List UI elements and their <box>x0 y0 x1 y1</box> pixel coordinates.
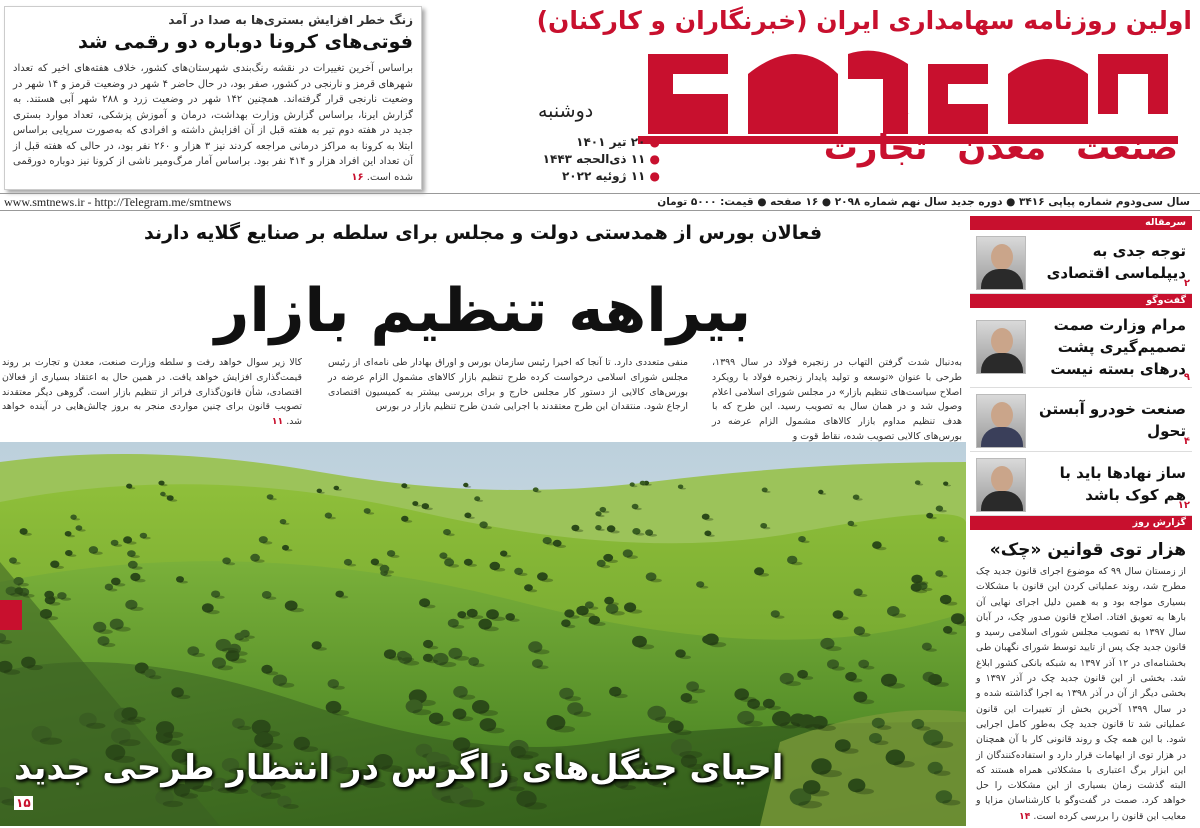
tree-shadow <box>40 738 62 745</box>
tree-shadow <box>347 564 356 567</box>
author-photo <box>976 236 1026 290</box>
sidebar-item-page: ۱۲ <box>1177 500 1190 511</box>
issue-info: سال سی‌ودوم شماره پیاپی ۳۴۱۶ ● دوره جدید سال نهم شماره ۲۰۹۸ ● ۱۶ صفحه ● قیمت: ۵۰۰۰ تومان <box>657 196 1190 208</box>
tree-shadow <box>758 573 769 577</box>
tree-shadow <box>589 607 599 610</box>
tree-shadow <box>439 662 456 667</box>
tree-shadow <box>780 722 801 729</box>
tree-shadow <box>3 669 20 674</box>
tree-shadow <box>176 695 190 699</box>
tree-shadow <box>525 802 547 809</box>
tree-shadow <box>316 647 327 651</box>
tree-shadow <box>887 683 905 689</box>
tree-shadow <box>389 656 402 660</box>
tree-shadow <box>859 699 874 704</box>
tree-shadow <box>98 629 112 634</box>
tree-shadow <box>131 555 140 558</box>
red-corner-mark <box>0 600 22 630</box>
tree-shadow <box>850 679 863 683</box>
tree-shadow <box>282 523 289 525</box>
tree-shadow <box>610 530 620 533</box>
logo-sub-mine: معدن <box>957 128 1047 168</box>
sidebar-item-institutions[interactable] <box>970 452 1192 516</box>
tree-shadow <box>680 656 692 660</box>
corona-body: براساس آخرین تغییرات در نقشه رنگ‌بندی شهرستان‌های کشور، خلاف هفته‌های اخیر که تعداد شهرهای قرمز و نارنجی در کشور، صفر بود، در حال حاضر ۴ شهر در وضعیت قرمز و ۱۴ شهر در وضعیت نارنجی قرار گرفته‌اند. همچنین ۱۴۲ شهر در وضعیت زرد و ۲۸۸ شهر آبی هستند. به گزارش ایرنا، براساس گزارش وزارت بهداشت، درمان و آموزش پزشکی، تعداد موارد بستری جدید در هفته دوم تیر به هفته قبل از آن افزایش داشته و افرادی که به‌صورت سرپایی براساس ابتلا به کرونا به مراکز درمانی مراجعه کردند نیز ۳ هزار و ۲۶۰ نفر بود، در حالی که هفته قبل از آن تعداد این افراد هزار و ۴۱۴ نفر بود. براساس آمار مرگ‌ومیر ناشی از کرونا نیز دوباره دورقمی شده است. ۱۶ <box>13 63 414 183</box>
tree-shadow <box>424 605 436 609</box>
tree-shadow <box>390 555 399 558</box>
tree-shadow <box>774 616 784 619</box>
tree-shadow <box>710 642 726 647</box>
tree-shadow <box>23 533 32 536</box>
sidebar-item-title: ساز نهادها باید با هم کوک باشد <box>1059 464 1186 504</box>
tree-shadow <box>535 491 541 493</box>
tree-shadow <box>12 562 21 565</box>
tree-shadow <box>632 485 638 487</box>
corona-kicker: زنگ خطر افزایش بستری‌ها به صدا در آمد <box>168 13 413 27</box>
tree-shadow <box>425 508 433 511</box>
tree-shadow <box>826 646 842 651</box>
tree-shadow <box>285 549 293 551</box>
tree-shadow <box>128 717 146 723</box>
tree-shadow <box>691 689 705 693</box>
tree-shadow <box>627 555 638 559</box>
person-photo <box>976 394 1026 448</box>
tree-shadow <box>798 801 822 809</box>
date-solar: ۲۰ تیر ۱۴۰۱ <box>576 135 646 149</box>
tree-shadow <box>494 568 506 572</box>
tree-shadow <box>114 544 122 547</box>
corona-title[interactable]: فوتی‌های کرونا دوباره دو رقمی شد <box>78 31 413 53</box>
tree-shadow <box>491 617 505 621</box>
tree-shadow <box>934 771 951 776</box>
tree-shadow <box>791 562 802 566</box>
tree-shadow <box>119 739 141 746</box>
tree-shadow <box>575 529 584 532</box>
section-daily-report: گزارش روز <box>970 516 1192 530</box>
tree-shadow <box>856 498 863 500</box>
tree-shadow <box>218 665 233 670</box>
tree-shadow <box>102 643 115 647</box>
person-photo <box>976 458 1026 512</box>
tree-shadow <box>170 499 178 501</box>
tree-shadow <box>876 547 887 550</box>
tree-shadow <box>841 748 858 754</box>
sidebar-item-page: ۲ <box>1183 278 1190 289</box>
tree-shadow <box>68 554 76 557</box>
tree-shadow <box>785 681 801 686</box>
tree-shadow <box>674 730 691 736</box>
tree-shadow <box>27 665 43 670</box>
tree-shadow <box>413 709 432 715</box>
sidebar-item-page: ۴ <box>1183 436 1190 447</box>
tree-shadow <box>18 592 28 595</box>
date-box: دوشنبه ● ۲۰ تیر ۱۴۰۱ ● ۱۱ ذی‌الحجه ۱۴۴۳ ● ۱۱ ژوئیه ۲۰۲۲ <box>530 100 660 185</box>
tree-shadow <box>473 663 485 667</box>
right-sidebar <box>970 216 1192 824</box>
tree-shadow <box>415 505 421 507</box>
tree-shadow <box>863 666 875 670</box>
sidebar-item-auto-industry[interactable] <box>970 388 1192 452</box>
tree-shadow <box>917 726 931 730</box>
tree-shadow <box>832 666 845 670</box>
tree-shadow <box>598 515 605 517</box>
tree-shadow <box>231 658 246 663</box>
tree-shadow <box>568 615 579 619</box>
tree-shadow <box>574 711 592 717</box>
tree-shadow <box>261 793 281 799</box>
tree-shadow <box>404 487 411 489</box>
tree-shadow <box>945 602 958 606</box>
lead-story-page-ref[interactable]: ۱۱ <box>271 416 284 428</box>
zagros-forest-photo <box>0 442 966 826</box>
tree-shadow <box>941 540 949 542</box>
tree-shadow <box>404 661 420 666</box>
tree-shadow <box>266 671 278 675</box>
tree-shadow <box>254 559 265 562</box>
tree-shadow <box>454 656 469 661</box>
tree-shadow <box>629 609 642 613</box>
tree-shadow <box>467 564 477 567</box>
tree-shadow <box>528 589 538 592</box>
lead-subhead: فعالان بورس از همدستی دولت و مجلس برای سلطه بر صنایع گلایه دارند <box>143 222 823 244</box>
tree-shadow <box>611 611 625 615</box>
tree-shadow <box>180 793 198 799</box>
tree-shadow <box>939 575 948 578</box>
tree-shadow <box>239 638 250 641</box>
tree-shadow <box>768 706 781 710</box>
tree-shadow <box>73 518 80 520</box>
tree-shadow <box>699 586 708 589</box>
tree-shadow <box>467 517 475 519</box>
tree-shadow <box>477 500 484 502</box>
masthead <box>430 0 1200 192</box>
tree-shadow <box>819 770 842 777</box>
tree-shadow <box>541 578 553 582</box>
tree-shadow <box>638 644 654 649</box>
report-title[interactable]: هزار توی قوانین «چک» <box>989 540 1186 560</box>
tree-shadow <box>479 710 498 716</box>
tree-shadow <box>740 697 756 702</box>
tree-shadow <box>810 790 829 796</box>
tree-shadow <box>130 607 143 611</box>
tree-shadow <box>917 484 923 486</box>
tree-shadow <box>614 694 628 698</box>
report-body: از زمستان سال ۹۹ که موضوع اجرای قانون جدید چک مطرح شد، روند عملیاتی کردن این قانون با مشکلات بسیاری مواجه بود و به همین دلیل اجرای نهایی آن بارها به تعویق افتاد. اصلاح قانون صدور چک، در آبان سال ۱۳۹۷ به تصویب مجلس شورای اسلامی رسید و قانون جدید چک پس از تایید توسط شورای نگهبان طی بخشنامه‌ای در ۱۲ آذر ۱۳۹۷ به شبکه بانکی کشور ابلاغ شد. بخشی از این قانون جدید چک در آذر ۱۳۹۷ و بخشی دیگر از آن در آذر ۱۳۹۸ به اجرا گذاشته شده و در سال ۱۳۹۹ آخرین بخش از تغییرات این قانون عملیاتی شد تا قانون جدید چک به‌طور کامل اجرایی شود. با این همه چک و روند قانونی کار با آن همچنان در هزار توی از ابهامات قرار دارد و استفاده‌کنندگان از این ابزار برگ اعتباری با مشکلاتی همراه هستند که البته گذشت زمان بسیاری از این مشکلات را حل خواهد کرد. صمت در گفت‌وگو با کارشناسان مزایا و معایب این قانون را بررسی کرده است. ۱۴ <box>976 566 1186 822</box>
tree-shadow <box>763 527 770 529</box>
tree-shadow <box>319 492 325 494</box>
tree-shadow <box>636 533 645 536</box>
tree-shadow <box>207 610 220 614</box>
sidebar-item-interview[interactable] <box>970 308 1192 388</box>
tree-shadow <box>163 740 182 746</box>
tree-shadow <box>705 518 714 521</box>
masthead-tagline: اولین روزنامه سهامداری ایران (خبرنگاران و کارکنان) <box>536 6 1192 35</box>
sidebar-item-page: ۹ <box>1183 372 1190 383</box>
tree-shadow <box>237 726 251 730</box>
website-links[interactable]: www.smtnews.ir - http://Telegram.me/smtnews <box>4 195 232 209</box>
sidebar-item-title: صنعت خودرو آبستن تحول <box>1039 400 1186 440</box>
tree-shadow <box>61 598 71 601</box>
tree-shadow <box>602 511 609 513</box>
tree-shadow <box>802 676 814 680</box>
tree-shadow <box>49 602 61 606</box>
tree-shadow <box>443 557 452 560</box>
lead-headline[interactable]: بیراهه تنظیم بازار <box>214 276 752 346</box>
tree-shadow <box>127 541 137 544</box>
date-gregorian: ۱۱ ژوئیه ۲۰۲۲ <box>561 169 646 183</box>
tree-shadow <box>143 537 151 540</box>
tree-shadow <box>648 534 657 537</box>
tree-shadow <box>565 625 576 628</box>
tree-shadow <box>262 541 272 544</box>
weekday: دوشنبه <box>538 100 594 122</box>
tree-shadow <box>893 761 914 768</box>
tree-shadow <box>850 525 857 527</box>
tree-shadow <box>222 648 239 653</box>
tree-shadow <box>332 710 349 715</box>
tree-shadow <box>132 566 143 569</box>
tree-shadow <box>163 732 183 738</box>
tree-shadow <box>279 683 295 688</box>
tree-shadow <box>503 555 511 558</box>
tree-shadow <box>402 657 415 661</box>
tree-shadow <box>926 648 937 651</box>
sidebar-item-title: مرام وزارت صمت تصمیم‌گیری پشت درهای بسته نیست <box>1050 316 1186 378</box>
tree-shadow <box>518 573 528 576</box>
tree-shadow <box>465 486 471 488</box>
tree-shadow <box>598 529 605 531</box>
tree-shadow <box>427 646 438 650</box>
tree-shadow <box>115 583 126 586</box>
tree-shadow <box>161 484 168 486</box>
tree-shadow <box>192 653 205 657</box>
tree-shadow <box>471 615 483 619</box>
tree-shadow <box>915 589 927 593</box>
photo-caption[interactable]: احیای جنگل‌های زاگرس در انتظار طرحی جدید <box>14 748 784 788</box>
logo-sub-trade: تجارت <box>823 128 928 168</box>
section-editorial: سرمقاله <box>970 216 1192 230</box>
tree-shadow <box>266 597 277 600</box>
tree-shadow <box>54 566 64 569</box>
tree-shadow <box>947 632 957 635</box>
tree-shadow <box>226 562 235 565</box>
tree-shadow <box>78 529 85 531</box>
tree-shadow <box>556 545 566 548</box>
tree-shadow <box>435 721 451 726</box>
tree-shadow <box>634 508 641 510</box>
tree-shadow <box>269 498 276 500</box>
tree-shadow <box>67 535 75 537</box>
tree-shadow <box>367 512 375 514</box>
tree-shadow <box>215 596 225 599</box>
tree-shadow <box>163 801 183 807</box>
tree-shadow <box>108 589 117 592</box>
tree-shadow <box>892 613 906 617</box>
tree-shadow <box>134 579 145 583</box>
tree-shadow <box>600 565 610 568</box>
tree-shadow <box>483 526 492 529</box>
tree-shadow <box>458 716 473 721</box>
tree-shadow <box>509 619 519 622</box>
lead-story-col-3: کالا زیر سوال خواهد رفت و سلطه وزارت صنعت، معدن و تجارت بر روند قیمت‌گذاری افزایش خواهد یافت. در همین حال به اعتقاد بسیاری از فعالان اقتصادی، شأن قانون‌گذاری فراتر از تنظیم بازار است. گروهی دیگر معتقدند تصویب قانون برای چنین مواردی منجر به بروز چالش‌هایی در آینده خواهد شد. ۱۱ <box>2 357 302 428</box>
tree-shadow <box>874 741 888 746</box>
interviewee-photo <box>976 320 1026 374</box>
tree-shadow <box>92 552 102 555</box>
tree-shadow <box>945 485 951 487</box>
tree-shadow <box>820 493 826 495</box>
tree-shadow <box>427 660 438 664</box>
lead-story-col-1: به‌دنبال شدت گرفتن التهاب در زنجیره فولاد در سال ۱۳۹۹، طرحی با عنوان «توسعه و تولید پایدار زنجیره فولاد با رویکرد اصلاح سیاست‌های تنظیم بازار» در مجلس شورای اسلامی اعلام وصول شد و در همان سال به تصویب رسید. این طرح که با هدف تنظیم مداوم بازار کالاهای مشمول الزام عرضه در بورس‌های کالایی تصویب شده، نقاط قوت و <box>712 357 962 442</box>
corona-page-ref[interactable]: ۱۶ <box>351 171 364 183</box>
tree-shadow <box>707 535 715 537</box>
sidebar-item-title: توجه جدی به دیپلماسی اقتصادی <box>1046 242 1186 282</box>
photo-page-ref[interactable]: ۱۵ <box>16 796 31 810</box>
tree-shadow <box>336 489 342 491</box>
main-content <box>0 216 966 826</box>
tree-shadow <box>484 627 499 632</box>
tree-shadow <box>448 564 459 568</box>
tree-shadow <box>855 788 874 794</box>
tree-shadow <box>607 560 618 563</box>
tree-shadow <box>877 725 891 730</box>
tree-shadow <box>680 488 686 490</box>
tree-shadow <box>404 520 412 523</box>
logo-subtitle <box>806 128 1178 168</box>
issue-info-bar <box>0 193 1200 211</box>
tree-shadow <box>650 579 662 583</box>
tree-shadow <box>446 533 455 536</box>
tree-shadow <box>290 608 304 612</box>
tree-shadow <box>452 625 464 629</box>
tree-shadow <box>929 517 937 519</box>
tree-shadow <box>934 682 949 687</box>
tree-shadow <box>642 484 648 486</box>
tree-shadow <box>752 706 766 710</box>
tree-shadow <box>459 799 484 807</box>
tree-shadow <box>744 721 763 727</box>
tree-shadow <box>384 570 395 573</box>
tree-shadow <box>801 541 809 544</box>
tree-shadow <box>332 686 345 690</box>
report-page-ref[interactable]: ۱۴ <box>1018 810 1031 822</box>
tree-shadow <box>857 594 867 597</box>
section-interview: گفت‌وگو <box>970 294 1192 308</box>
tree-shadow <box>837 616 849 620</box>
tree-shadow <box>48 596 59 599</box>
tree-shadow <box>942 800 960 806</box>
tree-shadow <box>86 723 105 729</box>
lead-story-col-2: منفی متعددی دارد. تا آنجا که اخیرا رئیس سازمان بورس و اوراق بهادار طی نامه‌ای از رئیس مجلس شورای اسلامی درخواست کرده طرح تنظیم بازار کالاهای مشمول الزام عرضه در بورس‌های کالایی از دستور کار مجلس خارج و برای بررسی بیشتر به کمیسیون اقتصادی ارجاع شود. منتقدان این طرح معتقدند با اجرایی شدن طرح تنظیم بازار در بورس <box>328 357 688 413</box>
tree-shadow <box>339 596 348 599</box>
tree-shadow <box>115 627 130 632</box>
tree-shadow <box>565 696 581 701</box>
tree-shadow <box>764 491 771 493</box>
tree-shadow <box>593 622 605 626</box>
tree-shadow <box>149 675 161 679</box>
logo-text: صمت <box>906 114 910 115</box>
tree-shadow <box>383 574 391 577</box>
tree-shadow <box>534 649 550 654</box>
date-lunar: ۱۱ ذی‌الحجه ۱۴۴۳ <box>542 152 646 166</box>
tree-shadow <box>328 517 336 520</box>
tree-shadow <box>45 616 58 620</box>
tree-shadow <box>129 487 136 489</box>
tree-shadow <box>162 495 168 497</box>
tree-shadow <box>486 728 504 734</box>
logo-sub-industry: صنعت <box>1076 128 1178 168</box>
tree-shadow <box>805 724 824 730</box>
tree-shadow <box>554 726 575 733</box>
tree-shadow <box>283 804 299 809</box>
tree-shadow <box>218 787 237 793</box>
tree-shadow <box>858 633 870 637</box>
tree-shadow <box>685 700 698 704</box>
tree-shadow <box>18 583 29 587</box>
corona-news-box[interactable] <box>4 6 422 190</box>
tree-shadow <box>179 581 188 584</box>
tree-shadow <box>459 695 475 700</box>
tree-shadow <box>536 665 548 669</box>
sidebar-item-editorial[interactable] <box>970 230 1192 294</box>
tree-shadow <box>939 510 947 513</box>
tree-shadow <box>931 741 953 748</box>
